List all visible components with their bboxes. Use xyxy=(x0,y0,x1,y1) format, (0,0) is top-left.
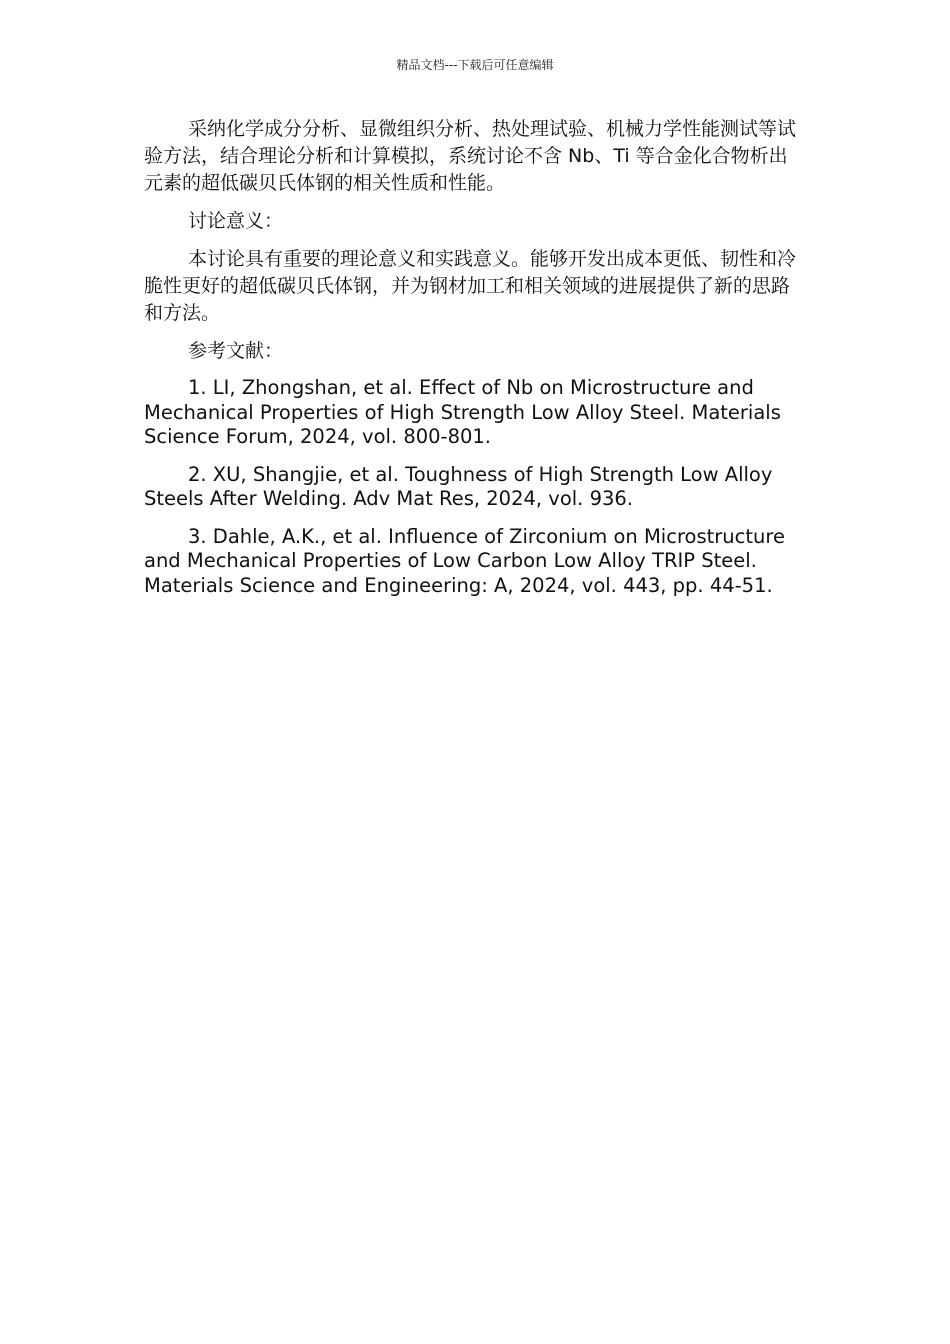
page-header: 精品文档---下载后可任意编辑 xyxy=(396,58,554,72)
document-body xyxy=(144,116,804,611)
reference-item: 1. LI, Zhongshan, et al. Effect of Nb on Microstructure and Mechanical Properties of High Strength Low Alloy Steel. Materials Science Forum, 2024, vol. 800-801. xyxy=(144,376,781,448)
reference-list xyxy=(144,376,804,598)
methods-paragraph: 采纳化学成分分析、显微组织分析、热处理试验、机械力学性能测试等试验方法，结合理论分析和计算模拟，系统讨论不含 Nb、Ti 等合金化合物析出元素的超低碳贝氏体钢的相关性质和性能。 xyxy=(144,118,797,194)
significance-paragraph: 本讨论具有重要的理论意义和实践意义。能够开发出成本更低、韧性和冷脆性更好的超低碳贝氏体钢，并为钢材加工和相关领域的进展提供了新的思路和方法。 xyxy=(144,248,797,324)
significance-heading: 讨论意义： xyxy=(188,210,284,232)
reference-item: 3. Dahle, A.K., et al. Influence of Zirconium on Microstructure and Mechanical Properties of Low Carbon Low Alloy TRIP Steel. Materials Science and Engineering: A, 2024, vol. 443, pp. 44-51. xyxy=(144,524,785,597)
reference-item: 2. XU, Shangjie, et al. Toughness of High Strength Low Alloy Steels After Welding. Adv Mat Res, 2024, vol. 936. xyxy=(144,462,773,510)
references-heading: 参考文献： xyxy=(188,340,284,362)
